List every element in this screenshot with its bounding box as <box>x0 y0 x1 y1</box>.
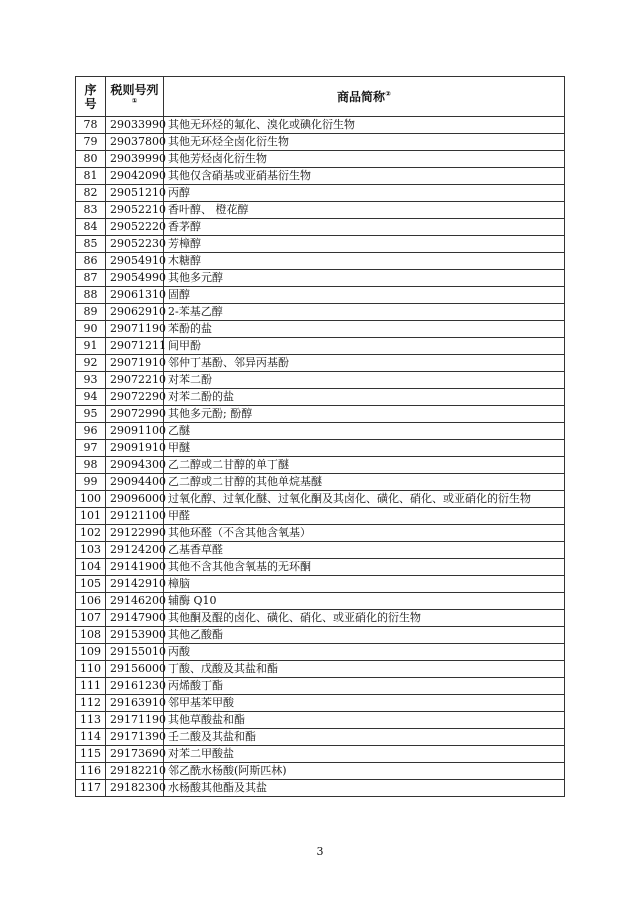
row-tariff-code: 29094300 <box>106 457 164 474</box>
table-row <box>76 678 565 695</box>
table-row <box>76 372 565 389</box>
row-serial-number: 79 <box>76 134 106 151</box>
row-tariff-code: 29051210 <box>106 185 164 202</box>
table-row <box>76 576 565 593</box>
row-serial-number: 105 <box>76 576 106 593</box>
row-product-name: 木糖醇 <box>164 253 565 270</box>
row-tariff-code: 29033990 <box>106 117 164 134</box>
table-header-row <box>76 77 565 117</box>
row-product-name: 其他多元酚; 酚醇 <box>164 406 565 423</box>
row-serial-number: 103 <box>76 542 106 559</box>
row-serial-number: 106 <box>76 593 106 610</box>
row-tariff-code: 29071211 <box>106 338 164 355</box>
row-serial-number: 116 <box>76 763 106 780</box>
row-product-name: 乙醚 <box>164 423 565 440</box>
row-serial-number: 95 <box>76 406 106 423</box>
row-product-name: 丙酸 <box>164 644 565 661</box>
row-tariff-code: 29096000 <box>106 491 164 508</box>
row-serial-number: 87 <box>76 270 106 287</box>
row-serial-number: 80 <box>76 151 106 168</box>
table-row <box>76 287 565 304</box>
row-tariff-code: 29062910 <box>106 304 164 321</box>
row-product-name: 对苯二酚 <box>164 372 565 389</box>
table-row <box>76 508 565 525</box>
row-serial-number: 94 <box>76 389 106 406</box>
row-serial-number: 82 <box>76 185 106 202</box>
row-product-name: 香叶醇、 橙花醇 <box>164 202 565 219</box>
row-product-name: 苯酚的盐 <box>164 321 565 338</box>
row-serial-number: 83 <box>76 202 106 219</box>
row-serial-number: 98 <box>76 457 106 474</box>
row-product-name: 乙二醇或二甘醇的其他单烷基醚 <box>164 474 565 491</box>
row-tariff-code: 29037800 <box>106 134 164 151</box>
table-row <box>76 525 565 542</box>
row-product-name: 邻甲基苯甲酸 <box>164 695 565 712</box>
row-tariff-code: 29161230 <box>106 678 164 695</box>
table-row <box>76 593 565 610</box>
row-product-name: 丙烯酸丁酯 <box>164 678 565 695</box>
row-serial-number: 100 <box>76 491 106 508</box>
row-serial-number: 97 <box>76 440 106 457</box>
row-serial-number: 109 <box>76 644 106 661</box>
table-row <box>76 168 565 185</box>
table-row <box>76 474 565 491</box>
table-row <box>76 610 565 627</box>
row-serial-number: 90 <box>76 321 106 338</box>
footnote-marker: ② <box>385 89 391 98</box>
row-product-name: 其他仅含硝基或亚硝基衍生物 <box>164 168 565 185</box>
row-serial-number: 78 <box>76 117 106 134</box>
row-serial-number: 117 <box>76 780 106 797</box>
row-product-name: 甲醛 <box>164 508 565 525</box>
row-serial-number: 84 <box>76 219 106 236</box>
table-row <box>76 185 565 202</box>
row-product-name: 香茅醇 <box>164 219 565 236</box>
row-serial-number: 91 <box>76 338 106 355</box>
row-tariff-code: 29182300 <box>106 780 164 797</box>
footnote-marker: ① <box>131 96 138 105</box>
row-product-name: 对苯二酚的盐 <box>164 389 565 406</box>
table-row <box>76 389 565 406</box>
row-tariff-code: 29091910 <box>106 440 164 457</box>
header-tariff-code: 税则号列① <box>106 77 164 117</box>
row-product-name: 其他无环烃的氟化、溴化或碘化衍生物 <box>164 117 565 134</box>
table-row <box>76 457 565 474</box>
row-tariff-code: 29091100 <box>106 423 164 440</box>
row-tariff-code: 29155010 <box>106 644 164 661</box>
header-product-name: 商品简称② <box>164 77 565 117</box>
row-serial-number: 102 <box>76 525 106 542</box>
table-row <box>76 321 565 338</box>
row-serial-number: 101 <box>76 508 106 525</box>
row-tariff-code: 29124200 <box>106 542 164 559</box>
row-product-name: 其他环醛（不含其他含氧基） <box>164 525 565 542</box>
table-row <box>76 780 565 797</box>
table-row <box>76 746 565 763</box>
row-tariff-code: 29042090 <box>106 168 164 185</box>
row-tariff-code: 29141900 <box>106 559 164 576</box>
row-serial-number: 81 <box>76 168 106 185</box>
row-serial-number: 113 <box>76 712 106 729</box>
table-row <box>76 729 565 746</box>
header-serial-number: 序号 <box>76 77 106 117</box>
row-tariff-code: 29071910 <box>106 355 164 372</box>
row-tariff-code: 29039990 <box>106 151 164 168</box>
table-row <box>76 202 565 219</box>
row-tariff-code: 29054990 <box>106 270 164 287</box>
row-serial-number: 88 <box>76 287 106 304</box>
row-product-name: 邻乙酰水杨酸(阿斯匹林) <box>164 763 565 780</box>
table-row <box>76 423 565 440</box>
table-row <box>76 440 565 457</box>
row-product-name: 甲醚 <box>164 440 565 457</box>
row-product-name: 其他多元醇 <box>164 270 565 287</box>
page-number: 3 <box>316 845 324 858</box>
row-tariff-code: 29094400 <box>106 474 164 491</box>
row-tariff-code: 29182210 <box>106 763 164 780</box>
row-tariff-code: 29171390 <box>106 729 164 746</box>
row-serial-number: 110 <box>76 661 106 678</box>
table-row <box>76 406 565 423</box>
row-serial-number: 115 <box>76 746 106 763</box>
row-product-name: 2-苯基乙醇 <box>164 304 565 321</box>
row-tariff-code: 29054910 <box>106 253 164 270</box>
table-row <box>76 117 565 134</box>
table-row <box>76 270 565 287</box>
table-row <box>76 559 565 576</box>
row-serial-number: 112 <box>76 695 106 712</box>
table-row <box>76 134 565 151</box>
row-tariff-code: 29147900 <box>106 610 164 627</box>
table-row <box>76 236 565 253</box>
row-product-name: 丁酸、戊酸及其盐和酯 <box>164 661 565 678</box>
row-serial-number: 99 <box>76 474 106 491</box>
row-product-name: 其他乙酸酯 <box>164 627 565 644</box>
row-serial-number: 93 <box>76 372 106 389</box>
row-product-name: 其他草酸盐和酯 <box>164 712 565 729</box>
row-serial-number: 96 <box>76 423 106 440</box>
row-tariff-code: 29146200 <box>106 593 164 610</box>
table-row <box>76 304 565 321</box>
table-row <box>76 253 565 270</box>
row-tariff-code: 29052230 <box>106 236 164 253</box>
row-product-name: 其他不含其他含氧基的无环酮 <box>164 559 565 576</box>
table-row <box>76 627 565 644</box>
row-tariff-code: 29156000 <box>106 661 164 678</box>
table-row <box>76 219 565 236</box>
table-row <box>76 151 565 168</box>
row-serial-number: 92 <box>76 355 106 372</box>
row-tariff-code: 29153900 <box>106 627 164 644</box>
row-product-name: 其他无环烃全卤化衍生物 <box>164 134 565 151</box>
table-row <box>76 491 565 508</box>
row-product-name: 辅酶 Q10 <box>164 593 565 610</box>
row-serial-number: 104 <box>76 559 106 576</box>
table-row <box>76 712 565 729</box>
row-product-name: 水杨酸其他酯及其盐 <box>164 780 565 797</box>
row-tariff-code: 29142910 <box>106 576 164 593</box>
row-product-name: 邻仲丁基酚、邻异丙基酚 <box>164 355 565 372</box>
table-row <box>76 695 565 712</box>
row-tariff-code: 29061310 <box>106 287 164 304</box>
table-row <box>76 542 565 559</box>
row-serial-number: 107 <box>76 610 106 627</box>
row-tariff-code: 29052210 <box>106 202 164 219</box>
row-tariff-code: 29122990 <box>106 525 164 542</box>
row-product-name: 固醇 <box>164 287 565 304</box>
row-product-name: 过氧化醇、过氧化醚、过氧化酮及其卤化、磺化、硝化、或亚硝化的衍生物 <box>164 491 565 508</box>
row-product-name: 其他酮及醌的卤化、磺化、硝化、或亚硝化的衍生物 <box>164 610 565 627</box>
table-row <box>76 644 565 661</box>
row-serial-number: 111 <box>76 678 106 695</box>
row-tariff-code: 29071190 <box>106 321 164 338</box>
row-tariff-code: 29072990 <box>106 406 164 423</box>
row-tariff-code: 29163910 <box>106 695 164 712</box>
row-serial-number: 89 <box>76 304 106 321</box>
row-product-name: 乙二醇或二甘醇的单丁醚 <box>164 457 565 474</box>
row-tariff-code: 29052220 <box>106 219 164 236</box>
table-row <box>76 661 565 678</box>
row-product-name: 樟脑 <box>164 576 565 593</box>
table-row <box>76 338 565 355</box>
row-product-name: 壬二酸及其盐和酯 <box>164 729 565 746</box>
row-serial-number: 85 <box>76 236 106 253</box>
row-serial-number: 108 <box>76 627 106 644</box>
row-tariff-code: 29072290 <box>106 389 164 406</box>
row-product-name: 间甲酚 <box>164 338 565 355</box>
row-product-name: 丙醇 <box>164 185 565 202</box>
row-tariff-code: 29121100 <box>106 508 164 525</box>
tariff-table <box>75 76 565 797</box>
row-tariff-code: 29072210 <box>106 372 164 389</box>
row-tariff-code: 29173690 <box>106 746 164 763</box>
row-serial-number: 86 <box>76 253 106 270</box>
row-product-name: 芳樟醇 <box>164 236 565 253</box>
row-product-name: 其他芳烃卤化衍生物 <box>164 151 565 168</box>
table-row <box>76 355 565 372</box>
table-row <box>76 763 565 780</box>
row-product-name: 乙基香草醛 <box>164 542 565 559</box>
row-tariff-code: 29171190 <box>106 712 164 729</box>
row-serial-number: 114 <box>76 729 106 746</box>
row-product-name: 对苯二甲酸盐 <box>164 746 565 763</box>
